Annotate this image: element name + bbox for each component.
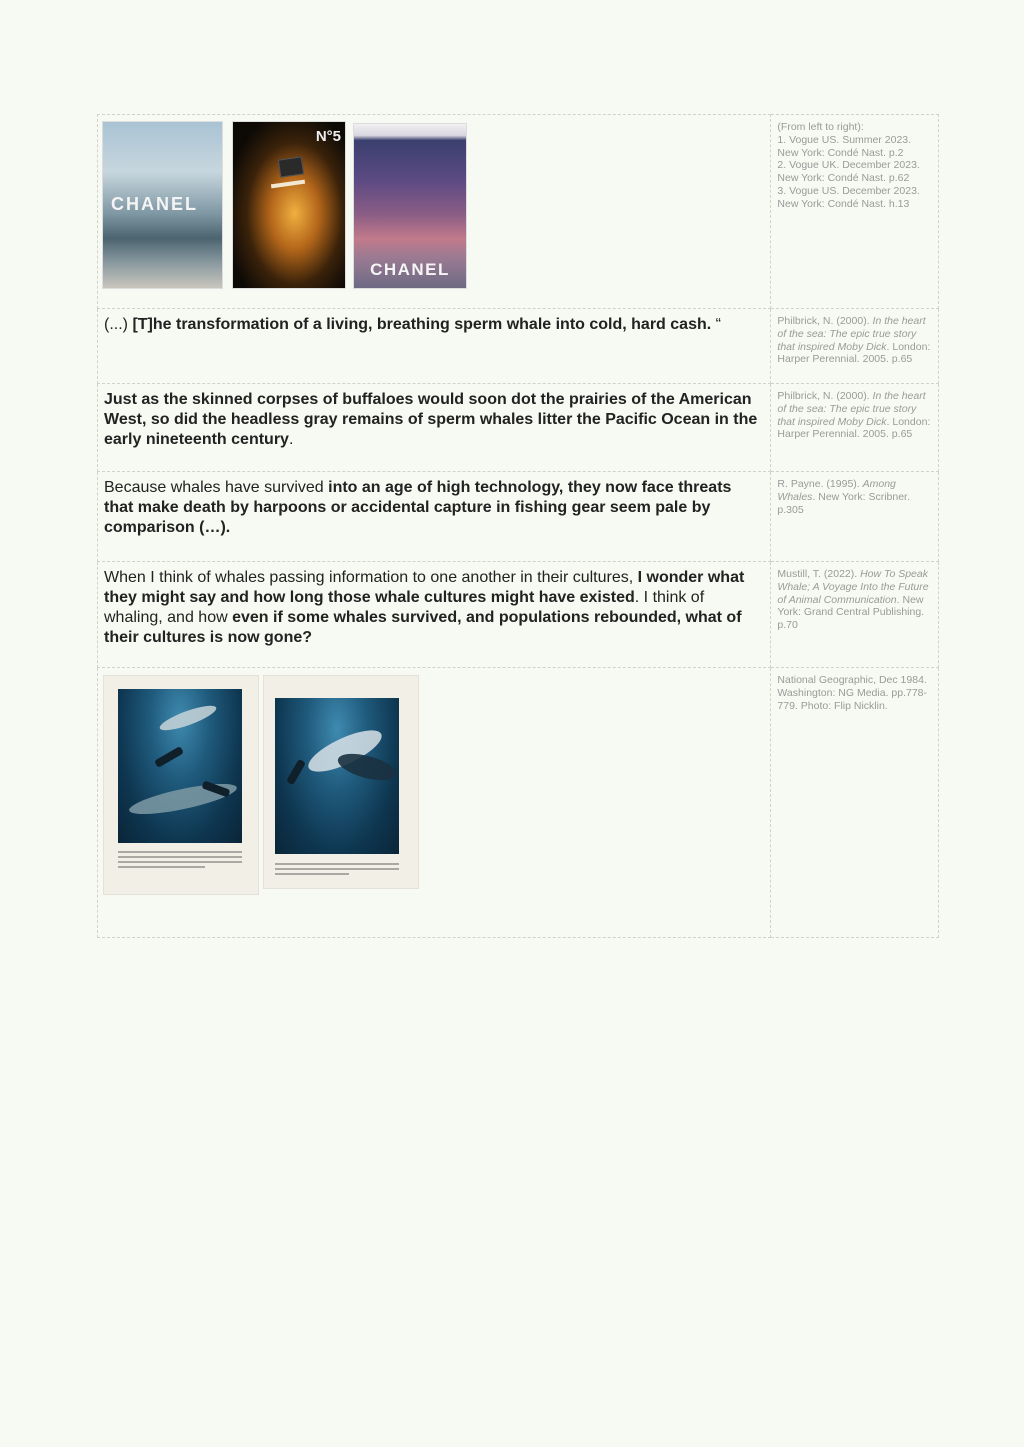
quote-reference xyxy=(771,309,939,384)
quote-reference xyxy=(771,384,939,472)
quote-run: (...) xyxy=(104,316,133,333)
reference-line: National Geographic, Dec 1984. Washington: NG Media. pp.778-779. Photo: Flip Nicklin. xyxy=(777,674,928,712)
quote-run: . I think of whaling, and how xyxy=(104,589,705,626)
vogue-uk-december-2023-page xyxy=(233,122,345,288)
quote-row xyxy=(98,562,939,668)
reference-author: R. Payne. (1995). xyxy=(777,478,863,490)
quote-row xyxy=(98,384,939,472)
quote-row xyxy=(98,472,939,562)
perfume-label xyxy=(271,180,305,189)
reference-title: Among Whales xyxy=(777,478,896,503)
whale-shape xyxy=(157,701,218,735)
quote-run: When I think of whales passing information to one another in their cultures, xyxy=(104,569,638,586)
quote-run: [T]he transformation of a living, breathing sperm whale into cold, hard cash. xyxy=(132,316,712,333)
quote-text xyxy=(98,384,770,456)
quote-run: I wonder what they might say and how long those whale cultures might have existed xyxy=(104,569,745,606)
quote-run: . xyxy=(288,431,294,448)
reference-title: In the heart of the sea: The epic true story that inspired Moby Dick xyxy=(777,315,926,353)
quote-text xyxy=(98,309,770,341)
reference-title: How To Speak Whale; A Voyage Into the Future of Animal Communication xyxy=(777,568,929,606)
caption-text-lines xyxy=(275,860,399,878)
perfume-cap xyxy=(278,156,304,177)
chanel-logo-text: CHANEL xyxy=(111,194,198,214)
reference-author: Philbrick, N. (2000). xyxy=(777,390,873,402)
quote-run: into an age of high technology, they now face threats that make death by harpoons or accidental capture in fishing gear seem pale by comparison (…). xyxy=(104,479,732,536)
no5-logo-text: N°5 xyxy=(315,128,341,145)
reference-publication: . New York: Grand Central Publishing. p.70 xyxy=(777,593,925,632)
quote-run: Because whales have survived xyxy=(104,479,329,496)
reference-line: 2. Vogue UK. December 2023. New York: Condé Nast. p.62 xyxy=(777,159,920,185)
quote-run: Just as the skinned corpses of buffaloes would soon dot the prairies of the American West, so did the headless gray remains of sperm whales litter the Pacific Ocean in the early nineteenth century xyxy=(104,391,758,448)
underwater-whale-photo xyxy=(275,698,399,854)
quote-run: “ xyxy=(711,316,721,333)
reference-publication: . New York: Scribner. p.305 xyxy=(777,490,910,516)
quote-reference xyxy=(771,562,939,668)
quote-text xyxy=(98,472,770,544)
reference-title: In the heart of the sea: The epic true story that inspired Moby Dick xyxy=(777,390,926,428)
whale-shape xyxy=(335,749,399,786)
vogue-us-december-2023-page xyxy=(354,124,466,288)
magazine-reference xyxy=(771,115,939,309)
vogue-us-summer-2023-cover xyxy=(103,122,222,288)
reference-line: 1. Vogue US. Summer 2023. New York: Condé Nast. p.2 xyxy=(777,133,912,159)
reference-line: 3. Vogue US. December 2023. New York: Condé Nast. h.13 xyxy=(777,184,920,210)
diver-shape xyxy=(286,759,306,786)
quote-row xyxy=(98,309,939,384)
magazine-images-row xyxy=(98,115,939,309)
national-geographic-page-778 xyxy=(104,676,258,894)
national-geographic-page-779 xyxy=(264,676,418,888)
reference-line: (From left to right): xyxy=(777,121,864,133)
diver-shape xyxy=(154,746,184,768)
reference-author: Mustill, T. (2022). xyxy=(777,568,861,580)
whale-shape xyxy=(127,778,239,820)
chanel-logo-text: CHANEL xyxy=(370,260,450,279)
quote-run: even if some whales survived, and populations rebounded, what of their cultures is now gone? xyxy=(104,609,742,646)
caption-text-lines xyxy=(118,848,242,871)
quote-reference xyxy=(771,472,939,562)
underwater-whale-photo xyxy=(118,689,242,843)
reference-author: Philbrick, N. (2000). xyxy=(777,315,873,327)
quote-text xyxy=(98,562,770,654)
reference-publication: . London: Harper Perennial. 2005. p.65 xyxy=(777,340,931,366)
whale-reference xyxy=(771,668,939,938)
reference-publication: . London: Harper Perennial. 2005. p.65 xyxy=(777,415,931,441)
